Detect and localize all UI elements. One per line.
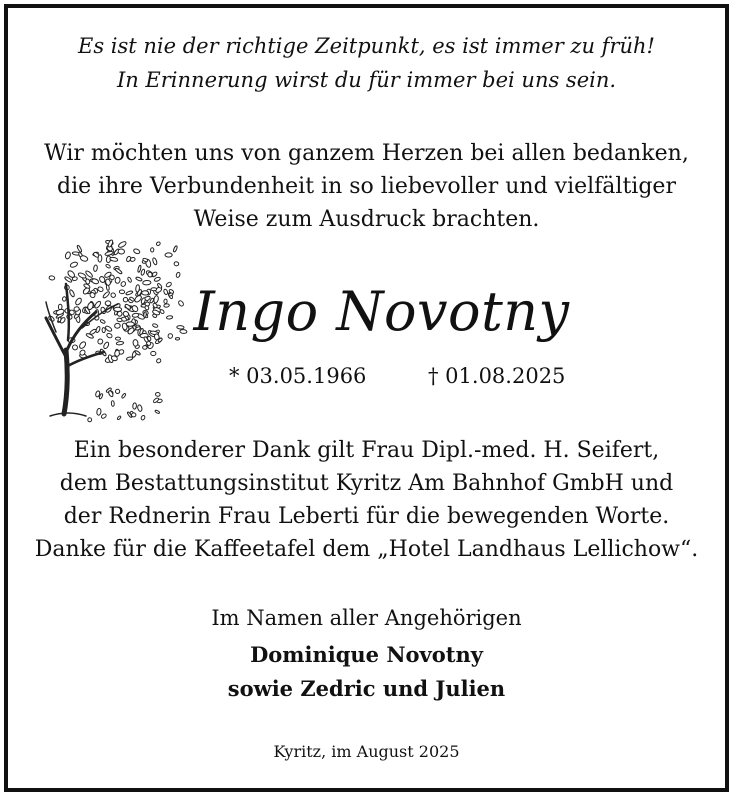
death-date: † 01.08.2025 — [428, 364, 566, 388]
obituary-frame — [4, 4, 729, 792]
motto-line-1: Es ist nie der richtige Zeitpunkt, es ist immer zu früh! — [78, 34, 655, 58]
signature-intro: Im Namen aller Angehörigen — [211, 606, 522, 630]
thanks-intro-line-1: Wir möchten uns von ganzem Herzen bei allen bedanken, — [44, 141, 689, 166]
thanks-intro-line-3: Weise zum Ausdruck brachten. — [193, 207, 540, 232]
birth-date: * 03.05.1966 — [229, 364, 367, 388]
special-thanks-line-3: der Rednerin Frau Leberti für die bewegenden Worte. — [63, 504, 670, 529]
special-thanks-line-4: Danke für die Kaffeetafel dem „Hotel Landhaus Lellichow“. — [34, 537, 699, 562]
thanks-intro-line-2: die ihre Verbundenheit in so liebevoller und vielfältiger — [57, 174, 676, 199]
signature-name-2: sowie Zedric und Julien — [227, 676, 506, 701]
deceased-name: Ingo Novotny — [193, 280, 570, 343]
signature-name-1: Dominique Novotny — [250, 642, 483, 667]
motto-line-2: In Erinnerung wirst du für immer bei uns sein. — [116, 68, 617, 92]
special-thanks-line-2: dem Bestattungsinstitut Kyritz Am Bahnhof GmbH und — [59, 471, 674, 496]
place-date: Kyritz, im August 2025 — [273, 742, 460, 761]
special-thanks-line-1: Ein besonderer Dank gilt Frau Dipl.-med. H. Seifert, — [73, 438, 660, 463]
